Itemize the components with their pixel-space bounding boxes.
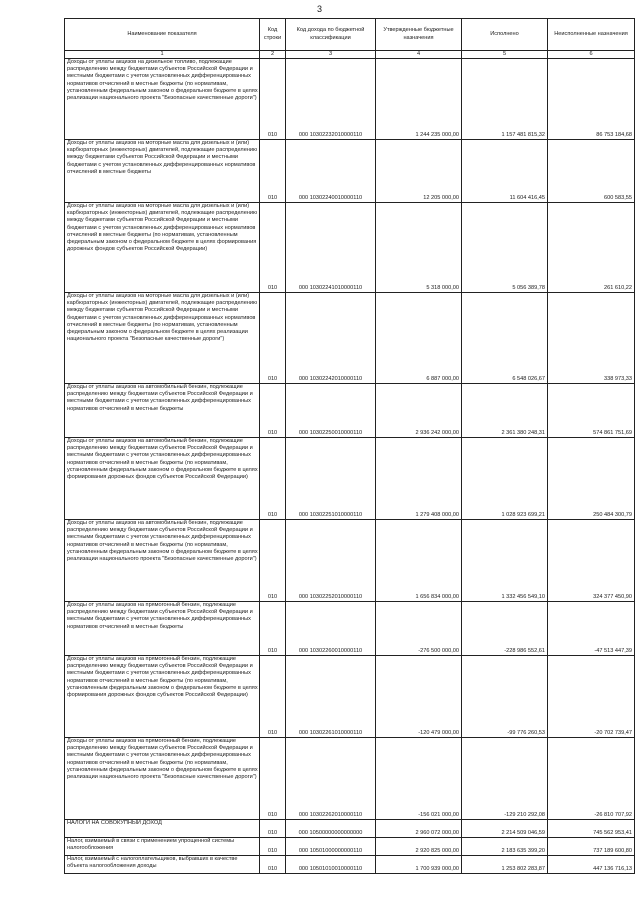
revenue-code: 000 10302260010000110 — [286, 602, 376, 656]
column-number: 6 — [548, 51, 635, 59]
revenue-code: 000 10302242010000110 — [286, 293, 376, 384]
approved-amount: 12 205 000,00 — [376, 140, 462, 203]
header-approved: Утвержденные бюджетные назначения — [376, 19, 462, 51]
table-row — [65, 838, 635, 856]
header-row — [65, 19, 635, 51]
approved-amount: 1 279 408 000,00 — [376, 438, 462, 520]
approved-amount: 6 887 000,00 — [376, 293, 462, 384]
approved-amount: 2 920 825 000,00 — [376, 838, 462, 856]
approved-amount: 1 700 939 000,00 — [376, 856, 462, 874]
unexecuted-amount: 86 753 184,68 — [548, 59, 635, 140]
table-row — [65, 293, 635, 384]
indicator-name: Доходы от уплаты акцизов на моторные масла для дизельных и (или) карбюраторных (инжекторных) двигателей, подлежащие распределению между бюджетами субъектов Российской Федерации и местными бюджетами с учетом установленных дифференцированных нормативов отчислений в местные бюджеты — [65, 140, 260, 203]
column-number-row — [65, 51, 635, 59]
indicator-name: Доходы от уплаты акцизов на прямогонный бензин, подлежащие распределению между бюджетами субъектов Российской Федерации и местными бюджетами с учетом установленных дифференцированных нормативов отчислений в местные бюджеты (по нормативам, установленным федеральным законом о федеральном бюджете в целях формирования дорожных фондов субъектов Российской Федерации) — [65, 656, 260, 738]
column-number: 5 — [462, 51, 548, 59]
line-code: 010 — [260, 520, 286, 602]
revenue-code: 000 10302252010000110 — [286, 520, 376, 602]
executed-amount: -99 776 260,53 — [462, 656, 548, 738]
header-revenue-code: Код дохода по бюджетной классификации — [286, 19, 376, 51]
indicator-name: Доходы от уплаты акцизов на моторные масла для дизельных и (или) карбюраторных (инжекторных) двигателей, подлежащие распределению между бюджетами субъектов Российской Федерации и местными бюджетами с учетом установленных дифференцированных нормативов отчислений в местные бюджеты (по нормативам, установленным федеральным законом о федеральном бюджете в целях формирования дорожных фондов субъектов Российской Федерации) — [65, 203, 260, 293]
unexecuted-amount: 261 610,22 — [548, 203, 635, 293]
approved-amount: -156 021 000,00 — [376, 738, 462, 820]
line-code: 010 — [260, 438, 286, 520]
indicator-name: Доходы от уплаты акцизов на прямогонный бензин, подлежащие распределению между бюджетами субъектов Российской Федерации и местными бюджетами с учетом установленных дифференцированных нормативов отчислений в местные бюджеты — [65, 602, 260, 656]
indicator-name: Налог, взимаемый с налогоплательщиков, выбравших в качестве объекта налогообложения доходы — [65, 856, 260, 874]
unexecuted-amount: 338 973,33 — [548, 293, 635, 384]
unexecuted-amount: 737 189 600,80 — [548, 838, 635, 856]
line-code: 010 — [260, 203, 286, 293]
revenue-code: 000 10302251010000110 — [286, 438, 376, 520]
executed-amount: 1 028 923 699,21 — [462, 438, 548, 520]
indicator-name: Налог, взимаемый в связи с применением упрощенной системы налогообложения — [65, 838, 260, 856]
revenue-code: 000 10302262010000110 — [286, 738, 376, 820]
table-row — [65, 520, 635, 602]
line-code: 010 — [260, 293, 286, 384]
executed-amount: 2 214 509 046,59 — [462, 820, 548, 838]
revenue-code: 000 10302261010000110 — [286, 656, 376, 738]
executed-amount: 1 253 802 283,87 — [462, 856, 548, 874]
executed-amount: 5 056 389,78 — [462, 203, 548, 293]
line-code: 010 — [260, 602, 286, 656]
unexecuted-amount: -47 513 447,39 — [548, 602, 635, 656]
table-row — [65, 384, 635, 438]
table-row — [65, 820, 635, 838]
executed-amount: -129 210 292,08 — [462, 738, 548, 820]
indicator-name: Доходы от уплаты акцизов на автомобильный бензин, подлежащие распределению между бюджетами субъектов Российской Федерации и местными бюджетами с учетом установленных дифференцированных нормативов отчислений в местные бюджеты (по нормативам, установленным федеральным законом о федеральном бюджете в целях реализации национального проекта "Безопасные качественные дороги") — [65, 520, 260, 602]
page-number: 3 — [316, 4, 322, 14]
header-line-code: Код строки — [260, 19, 286, 51]
line-code: 010 — [260, 140, 286, 203]
header-unexecuted: Неисполненные назначения — [548, 19, 635, 51]
table-row — [65, 856, 635, 874]
indicator-name: Доходы от уплаты акцизов на дизельное топливо, подлежащие распределению между бюджетами субъектов Российской Федерации и местными бюджетами с учетом установленных дифференцированных нормативов отчислений в местные бюджеты (по нормативам, установленным федеральным законом о федеральном бюджете в целях реализации национального проекта "Безопасные качественные дороги") — [65, 59, 260, 140]
table-row — [65, 438, 635, 520]
revenue-report-table — [64, 18, 635, 874]
table-row — [65, 203, 635, 293]
revenue-code: 000 10302250010000110 — [286, 384, 376, 438]
line-code: 010 — [260, 856, 286, 874]
revenue-code: 000 10501010010000110 — [286, 856, 376, 874]
table-row — [65, 738, 635, 820]
column-number: 2 — [260, 51, 286, 59]
approved-amount: 1 656 834 000,00 — [376, 520, 462, 602]
indicator-name: Доходы от уплаты акцизов на прямогонный бензин, подлежащие распределению между бюджетами субъектов Российской Федерации и местными бюджетами с учетом установленных дифференцированных нормативов отчислений в местные бюджеты (по нормативам, установленным федеральным законом о федеральном бюджете в целях реализации национального проекта "Безопасные качественные дороги") — [65, 738, 260, 820]
table-row — [65, 140, 635, 203]
executed-amount: 2 183 635 399,20 — [462, 838, 548, 856]
indicator-name: Доходы от уплаты акцизов на моторные масла для дизельных и (или) карбюраторных (инжекторных) двигателей, подлежащие распределению между бюджетами субъектов Российской Федерации и местными бюджетами с учетом установленных дифференцированных нормативов отчислений в местные бюджеты (по нормативам, установленным федеральным законом о федеральном бюджете в целях реализации национального проекта "Безопасные качественные дороги") — [65, 293, 260, 384]
unexecuted-amount: 745 562 953,41 — [548, 820, 635, 838]
indicator-name: Доходы от уплаты акцизов на автомобильный бензин, подлежащие распределению между бюджетами субъектов Российской Федерации и местными бюджетами с учетом установленных дифференцированных нормативов отчислений в местные бюджеты (по нормативам, установленным федеральным законом о федеральном бюджете в целях формирования дорожных фондов субъектов Российской Федерации) — [65, 438, 260, 520]
executed-amount: 1 332 456 549,10 — [462, 520, 548, 602]
indicator-name: Доходы от уплаты акцизов на автомобильный бензин, подлежащие распределению между бюджетами субъектов Российской Федерации и местными бюджетами с учетом установленных дифференцированных нормативов отчислений в местные бюджеты — [65, 384, 260, 438]
approved-amount: -120 479 000,00 — [376, 656, 462, 738]
approved-amount: 5 318 000,00 — [376, 203, 462, 293]
indicator-name: НАЛОГИ НА СОВОКУПНЫЙ ДОХОД — [65, 820, 260, 838]
table-row — [65, 59, 635, 140]
executed-amount: 2 361 380 248,31 — [462, 384, 548, 438]
approved-amount: 2 936 242 000,00 — [376, 384, 462, 438]
column-number: 1 — [65, 51, 260, 59]
column-number: 3 — [286, 51, 376, 59]
unexecuted-amount: 574 861 751,69 — [548, 384, 635, 438]
revenue-code: 000 10501000000000110 — [286, 838, 376, 856]
unexecuted-amount: 250 484 300,79 — [548, 438, 635, 520]
column-number: 4 — [376, 51, 462, 59]
header-executed: Исполнено — [462, 19, 548, 51]
unexecuted-amount: -20 702 739,47 — [548, 656, 635, 738]
unexecuted-amount: 447 136 716,13 — [548, 856, 635, 874]
executed-amount: 6 548 026,67 — [462, 293, 548, 384]
executed-amount: -228 986 552,61 — [462, 602, 548, 656]
executed-amount: 11 604 416,45 — [462, 140, 548, 203]
table-row — [65, 602, 635, 656]
revenue-code: 000 10302241010000110 — [286, 203, 376, 293]
unexecuted-amount: -26 810 707,92 — [548, 738, 635, 820]
line-code: 010 — [260, 838, 286, 856]
revenue-code: 000 10500000000000000 — [286, 820, 376, 838]
header-indicator-name: Наименование показателя — [65, 19, 260, 51]
revenue-code: 000 10302232010000110 — [286, 59, 376, 140]
line-code: 010 — [260, 820, 286, 838]
executed-amount: 1 157 481 815,32 — [462, 59, 548, 140]
line-code: 010 — [260, 656, 286, 738]
line-code: 010 — [260, 738, 286, 820]
unexecuted-amount: 324 377 450,90 — [548, 520, 635, 602]
approved-amount: 1 244 235 000,00 — [376, 59, 462, 140]
table-row — [65, 656, 635, 738]
approved-amount: -276 500 000,00 — [376, 602, 462, 656]
line-code: 010 — [260, 59, 286, 140]
line-code: 010 — [260, 384, 286, 438]
unexecuted-amount: 600 583,55 — [548, 140, 635, 203]
revenue-code: 000 10302240010000110 — [286, 140, 376, 203]
approved-amount: 2 960 072 000,00 — [376, 820, 462, 838]
